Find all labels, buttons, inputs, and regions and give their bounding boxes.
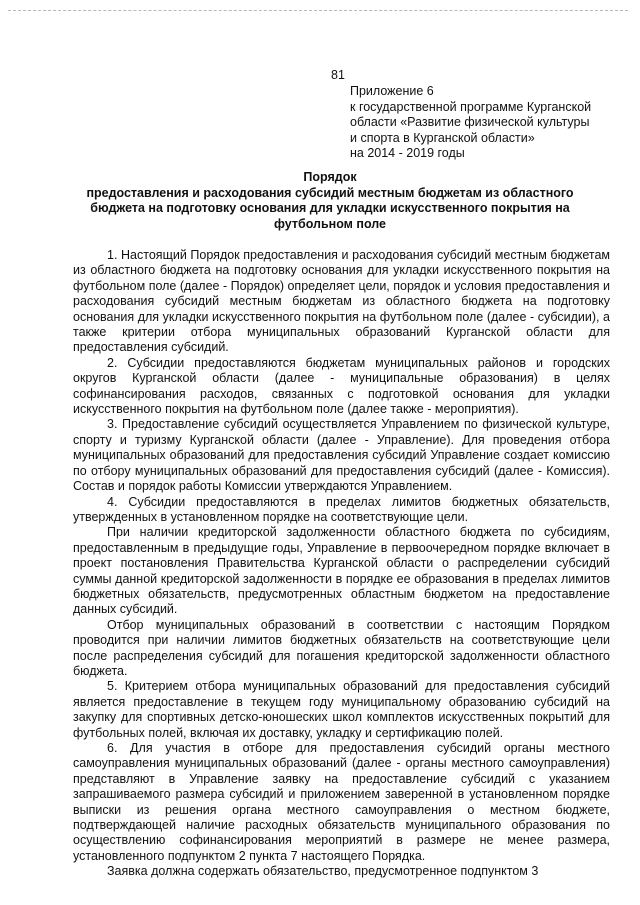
appendix-line: и спорта в Курганской области» <box>350 130 535 145</box>
document-body <box>73 248 610 880</box>
paragraph: 6. Для участия в отборе для предоставления субсидий органы местного самоуправления муниципальных образований (далее - органы местного самоуправления) представляют в Управление заявку на предоставление субсидий с указанием запрашиваемого размера субсидий и приложением заверенной в установленном порядке выписки из решения органа местного самоуправления о местном бюджете, подтверждающей наличие расходных обязательств муниципального образования по осуществлению софинансирования мероприятий в размере не менее размера, установленного подпунктом 2 пункта 7 настоящего Порядка. <box>73 741 610 863</box>
paragraph: Заявка должна содержать обязательство, предусмотренное подпунктом 3 <box>107 864 539 879</box>
paragraph: 3. Предоставление субсидий осуществляется Управлением по физической культуре, спорту и туризму Курганской области (далее - Управление). Для проведения отбора муниципальных образований для предоставления субсидий Управление создает комиссию по отбору муниципальных образований для предоставления субсидий (далее - Комиссия). Состав и порядок работы Комиссии утверждаются Управлением. <box>73 417 610 494</box>
paragraph: Отбор муниципальных образований в соответствии с настоящим Порядком проводится при наличии лимитов бюджетных обязательств на соответствующие цели после распределения субсидий для погашения кредиторской задолженности областного бюджета. <box>73 617 610 678</box>
appendix-line: области «Развитие физической культуры <box>350 115 590 130</box>
page-number: 81 <box>331 68 345 82</box>
appendix-line: Приложение 6 <box>350 84 434 98</box>
appendix-line: на 2014 - 2019 годы <box>350 146 465 161</box>
paragraph: При наличии кредиторской задолженности областного бюджета по субсидиям, предоставленным в предыдущие годы, Управление в первоочередном порядке включает в проект постановления Правительства Курганской области о распределении субсидий суммы данной кредиторской задолженности в порядке ее образования в пределах лимитов бюджетных обязательств, предусмотренных областным бюджетом на предоставление данных субсидий. <box>73 525 610 617</box>
title-heading: Порядок <box>303 170 357 184</box>
paragraph: 5. Критерием отбора муниципальных образований для предоставления субсидий является предоставление в текущем году муниципальному образованию субсидий на закупку для спортивных детско-юношеских школ комплектов искусственных покрытий для футбольных полей, включая их доставку, укладку и сертификацию полей. <box>73 679 610 740</box>
appendix-line: к государственной программе Курганской <box>350 99 592 114</box>
appendix-header <box>350 84 620 162</box>
title-subtitle: предоставления и расходования субсидий местным бюджетам из областного бюджета на подготовку основания для укладки искусственного покрытия на футбольном поле <box>86 185 574 231</box>
scan-artifact-line <box>8 10 628 11</box>
paragraph: 4. Субсидии предоставляются в пределах лимитов бюджетных обязательств, утвержденных в установленном порядке на соответствующие цели. <box>73 494 610 524</box>
paragraph: 2. Субсидии предоставляются бюджетам муниципальных районов и городских округов Курганской области (далее - муниципальные образования) в целях софинансирования расходов, связанных с подготовкой основания для укладки искусственного покрытия на футбольном поле (далее также - мероприятия). <box>73 355 610 417</box>
paragraph: 1. Настоящий Порядок предоставления и расходования субсидий местным бюджетам из областного бюджета на подготовку основания для укладки искусственного покрытия на футбольном поле (далее - Порядок) определяет цели, порядок и условия предоставления и расходования субсидий местным бюджетам из областного бюджета на подготовку основания для укладки искусственного покрытия на футбольном поле (далее - субсидии), а также критерии отбора муниципальных образований Курганской области для предоставления субсидий. <box>73 248 610 355</box>
document-title <box>60 170 600 232</box>
